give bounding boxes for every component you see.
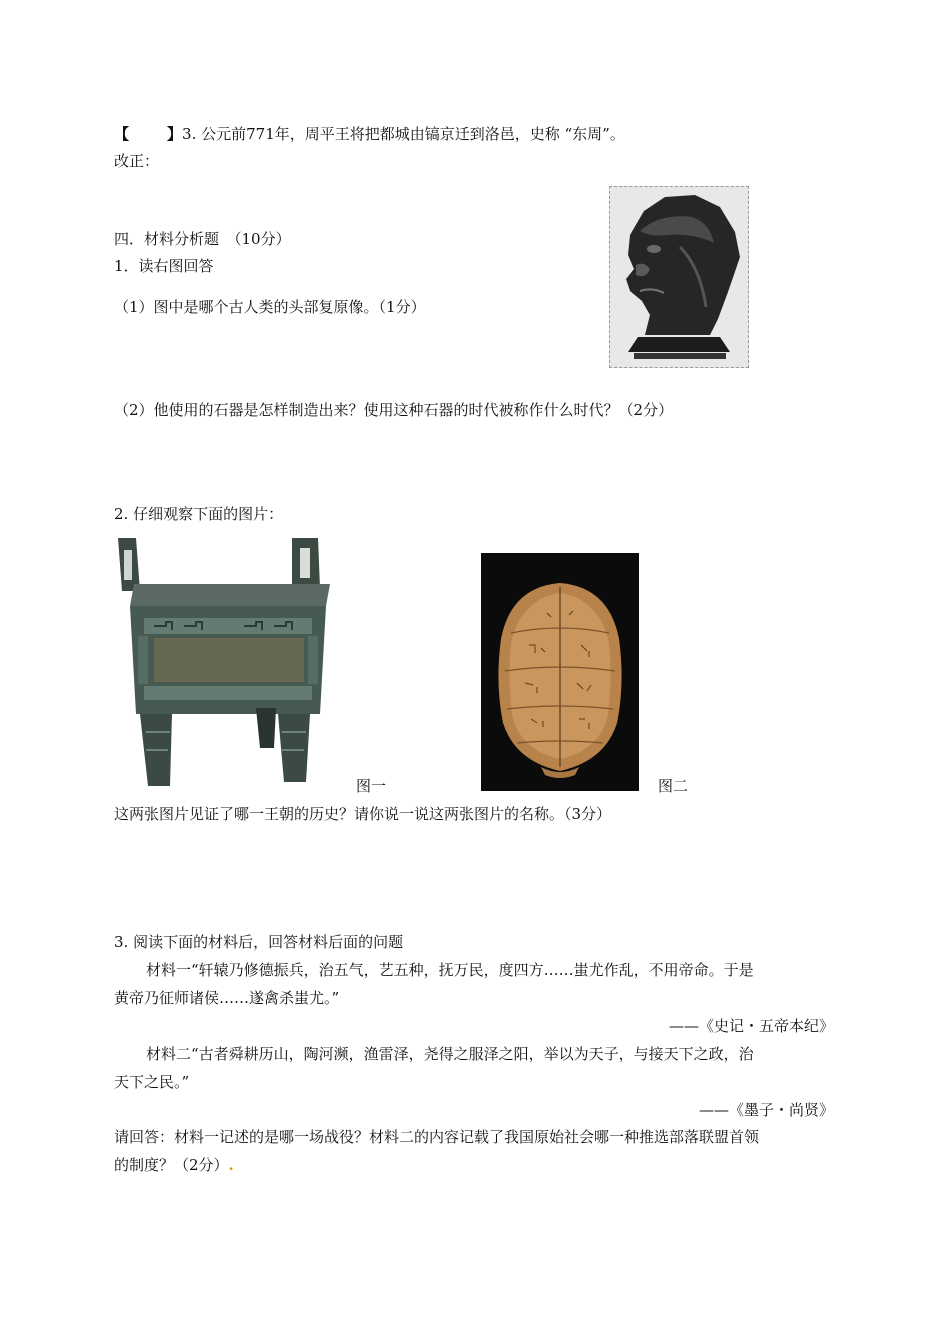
q3-statement: 3. 公元前771年，周平王将把都城由镐京迁到洛邑，史称 “东周”。 bbox=[182, 125, 625, 143]
correction-label: 改正： bbox=[114, 152, 160, 170]
fig1-caption: 图一 bbox=[356, 777, 387, 795]
q1-heading: 1．读右图回答 bbox=[114, 257, 214, 275]
material1-source: ——《史记・五帝本纪》 bbox=[668, 1017, 834, 1035]
bronze-ding-image bbox=[114, 536, 332, 790]
q1-sub2: （2）他使用的石器是怎样制造出来？使用这种石器的时代被称作什么时代？（2分） bbox=[114, 401, 674, 419]
q3-question-line2 bbox=[114, 1155, 234, 1175]
material1-line1: 材料一“轩辕乃修德振兵，治五气，艺五种，抚万民，度四方……蚩尤作乱，不用帝命。于是 bbox=[146, 961, 754, 979]
q3-statement-line bbox=[114, 124, 625, 144]
end-mark: . bbox=[228, 1156, 234, 1174]
q3-question-line2-text: 的制度？（2分） bbox=[114, 1156, 229, 1174]
ding-illustration bbox=[114, 536, 332, 790]
skull-bust-image bbox=[609, 186, 749, 368]
material2-source: ——《墨子・尚贤》 bbox=[698, 1101, 834, 1119]
bust-illustration bbox=[610, 187, 748, 367]
answer-bracket-right: 】 bbox=[167, 125, 183, 143]
oracle-shell-illustration bbox=[481, 553, 639, 791]
material2-line1: 材料二“古者舜耕历山，陶河濒，渔雷泽，尧得之服泽之阳，举以为天子，与接天下之政，治 bbox=[146, 1045, 754, 1063]
answer-bracket-left: 【 bbox=[114, 125, 130, 143]
q2-question: 这两张图片见证了哪一王朝的历史？请你说一说这两张图片的名称。（3分） bbox=[114, 805, 612, 823]
material2-line2: 天下之民。” bbox=[114, 1073, 190, 1091]
fig2-caption: 图二 bbox=[658, 777, 689, 795]
oracle-bone-image bbox=[481, 553, 639, 791]
section4-title: 四．材料分析题 （10分） bbox=[114, 230, 291, 248]
material1-line2: 黄帝乃征师诸侯……遂禽杀蚩尤。” bbox=[114, 989, 340, 1007]
q3-question-line1: 请回答：材料一记述的是哪一场战役？材料二的内容记载了我国原始社会哪一种推选部落联盟首领 bbox=[114, 1128, 760, 1146]
q1-sub1: （1）图中是哪个古人类的头部复原像。（1分） bbox=[114, 298, 426, 316]
q2-heading: 2. 仔细观察下面的图片： bbox=[114, 505, 284, 523]
q3-heading: 3. 阅读下面的材料后，回答材料后面的问题 bbox=[114, 933, 404, 951]
